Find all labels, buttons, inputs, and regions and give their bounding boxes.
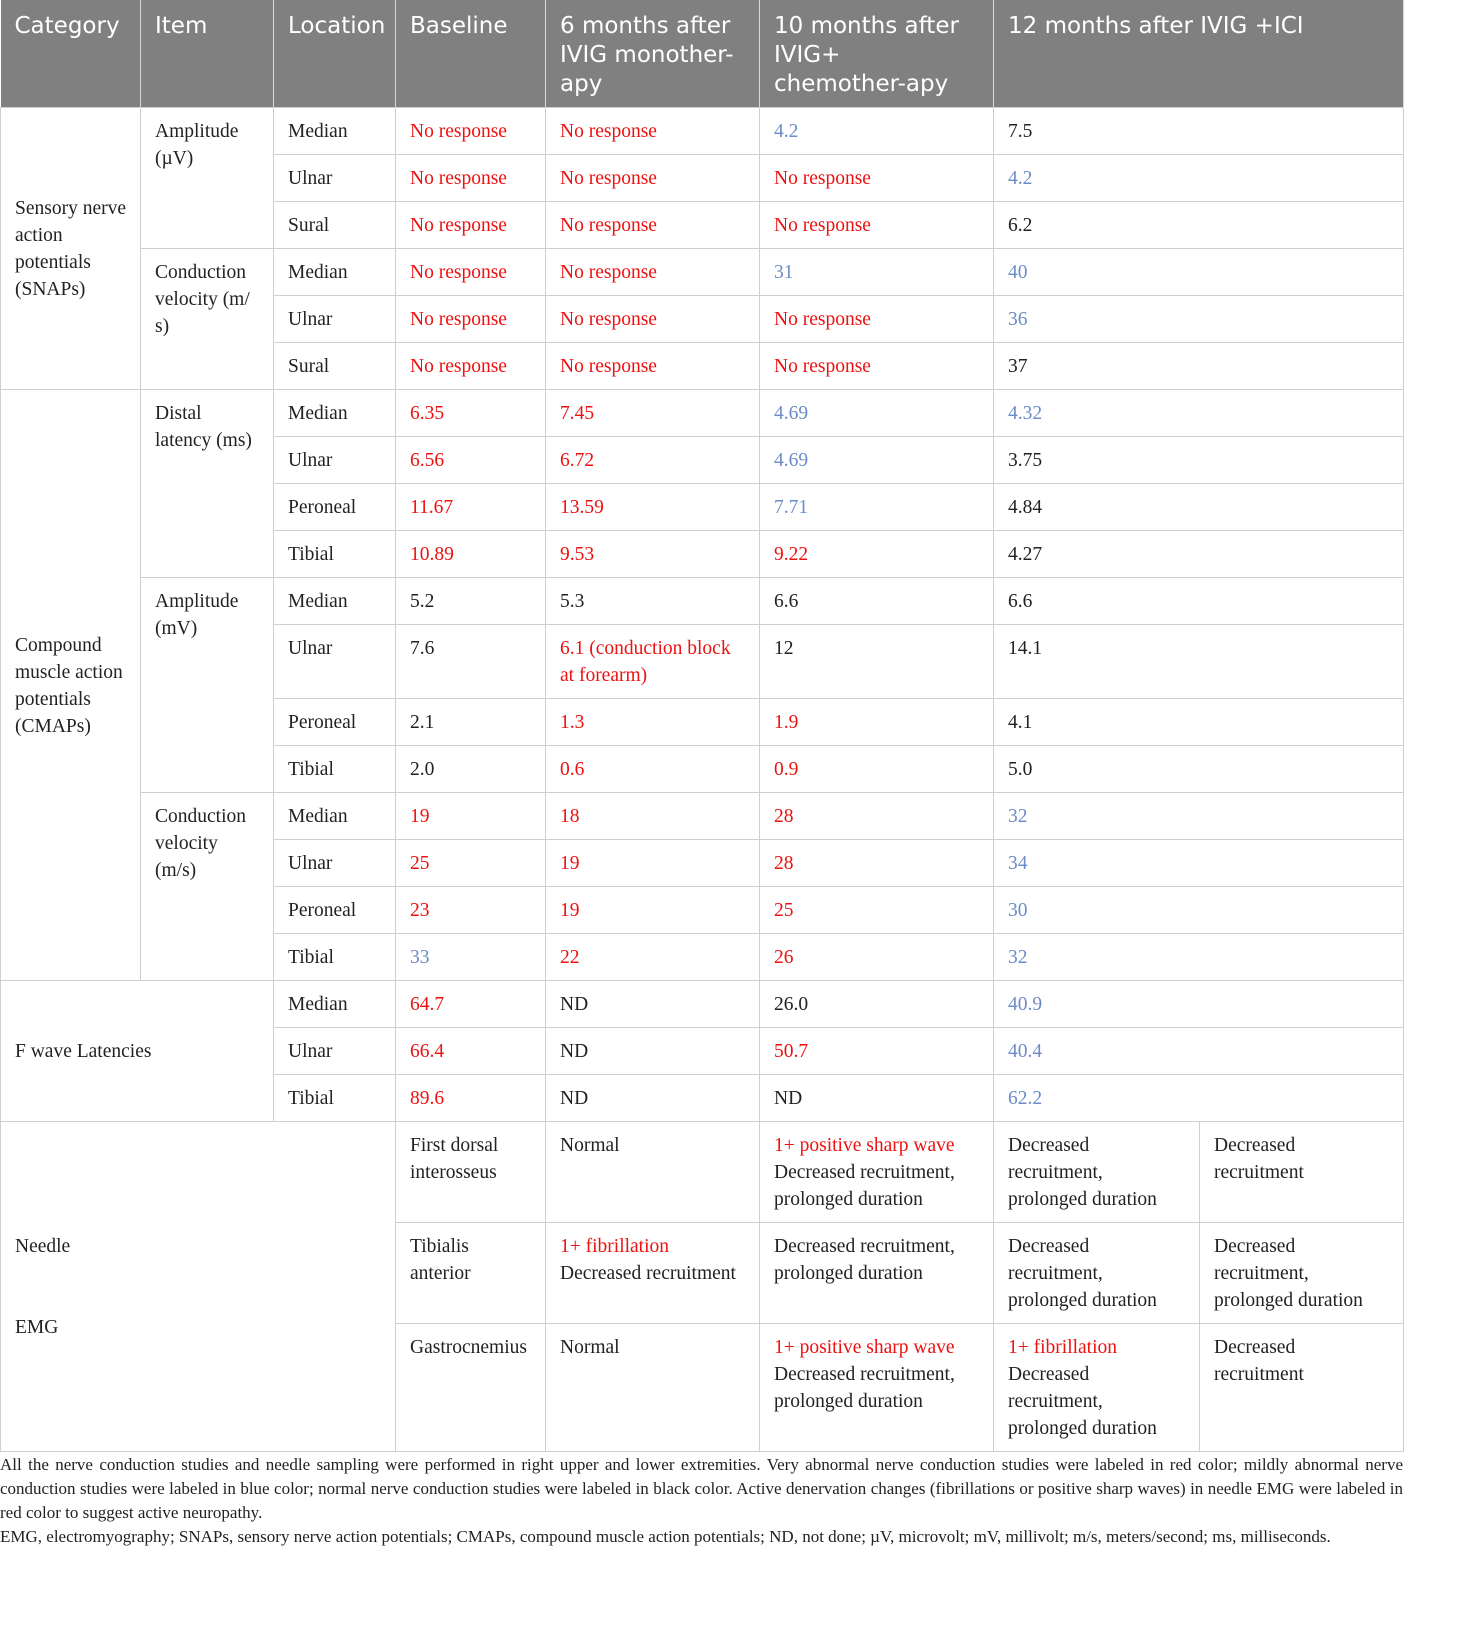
- result-value: 5.0: [994, 746, 1404, 793]
- result-value: 2.1: [396, 699, 546, 746]
- result-value: 19: [546, 840, 760, 887]
- location-cell: Peroneal: [274, 484, 396, 531]
- result-value: 6.72: [546, 437, 760, 484]
- item-snap-amplitude: Amplitude (µV): [141, 108, 274, 249]
- result-value: 32: [994, 934, 1404, 981]
- result-value: 6.1 (conduction block at forearm): [546, 625, 760, 699]
- result-value: 6.56: [396, 437, 546, 484]
- result-value: 34: [994, 840, 1404, 887]
- result-value: No response: [396, 202, 546, 249]
- result-value: 66.4: [396, 1028, 546, 1075]
- location-cell: Ulnar: [274, 1028, 396, 1075]
- location-cell: Median: [274, 249, 396, 296]
- header-10-months: 10 months after IVIG+ chemother-apy: [760, 0, 994, 108]
- footnote-abbreviations: EMG, electromyography; SNAPs, sensory nerve action potentials; CMAPs, compound muscle action potentials; ND, not done; µV, microvolt; mV, millivolt; m/s, meters/second; ms, milliseconds.: [0, 1527, 1331, 1546]
- result-value: 25: [760, 887, 994, 934]
- location-cell: Median: [274, 793, 396, 840]
- location-cell: Tibial: [274, 934, 396, 981]
- result-value: 7.45: [546, 390, 760, 437]
- emg-finding: Decreased recruitment, prolonged duration: [1214, 1236, 1363, 1311]
- emg-finding: 1+ positive sharp wave: [774, 1337, 955, 1358]
- emg-finding-cell: [1200, 1223, 1404, 1324]
- emg-finding-cell: [546, 1324, 760, 1452]
- result-value: ND: [546, 1028, 760, 1075]
- item-cmap-latency: Distal latency (ms): [141, 390, 274, 578]
- result-value: 36: [994, 296, 1404, 343]
- location-cell: Sural: [274, 343, 396, 390]
- result-value: No response: [760, 296, 994, 343]
- header-category: Category: [1, 0, 141, 108]
- header-baseline: Baseline: [396, 0, 546, 108]
- header-6-months: 6 months after IVIG monother-apy: [546, 0, 760, 108]
- emg-finding-cell: [760, 1324, 994, 1452]
- result-value: No response: [396, 108, 546, 155]
- category-needle-emg: [1, 1122, 396, 1452]
- result-value: 30: [994, 887, 1404, 934]
- result-value: 5.3: [546, 578, 760, 625]
- result-value: 7.6: [396, 625, 546, 699]
- result-value: 26: [760, 934, 994, 981]
- result-value: No response: [396, 249, 546, 296]
- result-value: 25: [396, 840, 546, 887]
- result-value: 13.59: [546, 484, 760, 531]
- footnote-colors: All the nerve conduction studies and needle sampling were performed in right upper and lower extremities. Very abnormal nerve conduction studies were labeled in red color; mildly abnormal nerve conduction studies were labeled in blue color; normal nerve conduction studies were labeled in black color. Active denervation changes (fibrillations or positive sharp waves) in needle EMG were labeled in red color to suggest active neuropathy.: [0, 1455, 1403, 1522]
- result-value: 40.4: [994, 1028, 1404, 1075]
- emg-finding: Decreased recruitment, prolonged duration: [774, 1236, 955, 1284]
- emg-finding-cell: [760, 1223, 994, 1324]
- result-value: 1.9: [760, 699, 994, 746]
- emg-finding: Decreased recruitment: [1214, 1135, 1304, 1183]
- muscle-cell: Tibialis anterior: [396, 1223, 546, 1324]
- result-value: 4.27: [994, 531, 1404, 578]
- result-value: No response: [396, 155, 546, 202]
- result-value: 4.2: [760, 108, 994, 155]
- result-value: No response: [760, 343, 994, 390]
- emg-finding: Decreased recruitment: [560, 1263, 736, 1284]
- result-value: 50.7: [760, 1028, 994, 1075]
- result-value: 6.6: [760, 578, 994, 625]
- location-cell: Ulnar: [274, 296, 396, 343]
- category-cmap: Compound muscle action potentials (CMAPs): [1, 390, 141, 981]
- result-value: 4.69: [760, 390, 994, 437]
- result-value: 32: [994, 793, 1404, 840]
- result-value: 9.22: [760, 531, 994, 578]
- item-cmap-amplitude: Amplitude (mV): [141, 578, 274, 793]
- result-value: 19: [396, 793, 546, 840]
- muscle-cell: Gastrocnemius: [396, 1324, 546, 1452]
- result-value: 4.32: [994, 390, 1404, 437]
- result-value: No response: [546, 249, 760, 296]
- emg-finding-cell: [546, 1122, 760, 1223]
- emg-finding-cell: [994, 1223, 1200, 1324]
- location-cell: Tibial: [274, 746, 396, 793]
- result-value: 19: [546, 887, 760, 934]
- result-value: No response: [760, 202, 994, 249]
- result-value: 5.2: [396, 578, 546, 625]
- emg-finding-cell: [760, 1122, 994, 1223]
- emg-finding: 1+ fibrillation: [1008, 1337, 1118, 1358]
- result-value: 28: [760, 793, 994, 840]
- result-value: 12: [760, 625, 994, 699]
- result-value: 6.6: [994, 578, 1404, 625]
- emg-finding: Decreased recruitment, prolonged duration: [1008, 1236, 1157, 1311]
- result-value: 31: [760, 249, 994, 296]
- location-cell: Peroneal: [274, 699, 396, 746]
- result-value: 10.89: [396, 531, 546, 578]
- emg-finding-cell: [1200, 1122, 1404, 1223]
- result-value: No response: [396, 296, 546, 343]
- result-value: 4.2: [994, 155, 1404, 202]
- result-value: 9.53: [546, 531, 760, 578]
- result-value: 33: [396, 934, 546, 981]
- result-value: No response: [546, 343, 760, 390]
- table-row: [1, 390, 1404, 437]
- result-value: No response: [546, 202, 760, 249]
- header-item: Item: [141, 0, 274, 108]
- result-value: No response: [760, 155, 994, 202]
- result-value: ND: [546, 981, 760, 1028]
- location-cell: Ulnar: [274, 437, 396, 484]
- result-value: No response: [546, 108, 760, 155]
- location-cell: Sural: [274, 202, 396, 249]
- muscle-cell: First dorsal interosseus: [396, 1122, 546, 1223]
- location-cell: Median: [274, 981, 396, 1028]
- result-value: 4.84: [994, 484, 1404, 531]
- table-row: [1, 249, 1404, 296]
- location-cell: Median: [274, 390, 396, 437]
- item-snap-velocity: Conduction velocity (m/ s): [141, 249, 274, 390]
- result-value: 7.5: [994, 108, 1404, 155]
- emg-finding: Decreased recruitment, prolonged duration: [774, 1162, 955, 1210]
- result-value: 26.0: [760, 981, 994, 1028]
- table-row: [1, 108, 1404, 155]
- result-value: 7.71: [760, 484, 994, 531]
- emg-finding-cell: [546, 1223, 760, 1324]
- table-row: [1, 1122, 1404, 1223]
- location-cell: Median: [274, 108, 396, 155]
- result-value: 3.75: [994, 437, 1404, 484]
- table-row: [1, 793, 1404, 840]
- header-location: Location: [274, 0, 396, 108]
- header-row: [1, 0, 1404, 108]
- emg-finding-cell: [1200, 1324, 1404, 1452]
- table-footnotes: [0, 1453, 1403, 1549]
- location-cell: Tibial: [274, 1075, 396, 1122]
- result-value: 22: [546, 934, 760, 981]
- emg-finding: Normal: [560, 1135, 620, 1156]
- location-cell: Ulnar: [274, 840, 396, 887]
- location-cell: Ulnar: [274, 155, 396, 202]
- location-cell: Ulnar: [274, 625, 396, 699]
- location-cell: Tibial: [274, 531, 396, 578]
- result-value: ND: [546, 1075, 760, 1122]
- result-value: 89.6: [396, 1075, 546, 1122]
- needle-emg-label-line2: EMG: [15, 1317, 59, 1338]
- table-body: [1, 108, 1404, 1452]
- emg-finding: Decreased recruitment: [1214, 1337, 1304, 1385]
- result-value: 0.6: [546, 746, 760, 793]
- result-value: No response: [546, 155, 760, 202]
- item-cmap-velocity: Conduction velocity (m/s): [141, 793, 274, 981]
- location-cell: Median: [274, 578, 396, 625]
- emg-finding-cell: [994, 1122, 1200, 1223]
- result-value: 1.3: [546, 699, 760, 746]
- result-value: ND: [760, 1075, 994, 1122]
- result-value: 4.69: [760, 437, 994, 484]
- result-value: 40.9: [994, 981, 1404, 1028]
- emg-finding: Decreased recruitment, prolonged duration: [1008, 1364, 1157, 1439]
- table-row: [1, 578, 1404, 625]
- result-value: 4.1: [994, 699, 1404, 746]
- result-value: 2.0: [396, 746, 546, 793]
- result-value: 28: [760, 840, 994, 887]
- header-12-months: 12 months after IVIG +ICI: [994, 0, 1404, 108]
- emg-finding: Decreased recruitment, prolonged duration: [774, 1364, 955, 1412]
- result-value: No response: [546, 296, 760, 343]
- result-value: 6.2: [994, 202, 1404, 249]
- result-value: 62.2: [994, 1075, 1404, 1122]
- category-snap: Sensory nerve action potentials (SNAPs): [1, 108, 141, 390]
- result-value: 23: [396, 887, 546, 934]
- needle-emg-label-line1: Needle: [15, 1236, 71, 1257]
- result-value: 40: [994, 249, 1404, 296]
- emg-finding: 1+ positive sharp wave: [774, 1135, 955, 1156]
- category-fwave: F wave Latencies: [1, 981, 274, 1122]
- result-value: 11.67: [396, 484, 546, 531]
- result-value: 37: [994, 343, 1404, 390]
- result-value: 18: [546, 793, 760, 840]
- result-value: 14.1: [994, 625, 1404, 699]
- emg-finding: Decreased recruitment, prolonged duration: [1008, 1135, 1157, 1210]
- result-value: No response: [396, 343, 546, 390]
- result-value: 64.7: [396, 981, 546, 1028]
- result-value: 6.35: [396, 390, 546, 437]
- table-row: [1, 981, 1404, 1028]
- emg-finding: 1+ fibrillation: [560, 1236, 670, 1257]
- emg-finding-cell: [994, 1324, 1200, 1452]
- emg-finding: Normal: [560, 1337, 620, 1358]
- result-value: 0.9: [760, 746, 994, 793]
- location-cell: Peroneal: [274, 887, 396, 934]
